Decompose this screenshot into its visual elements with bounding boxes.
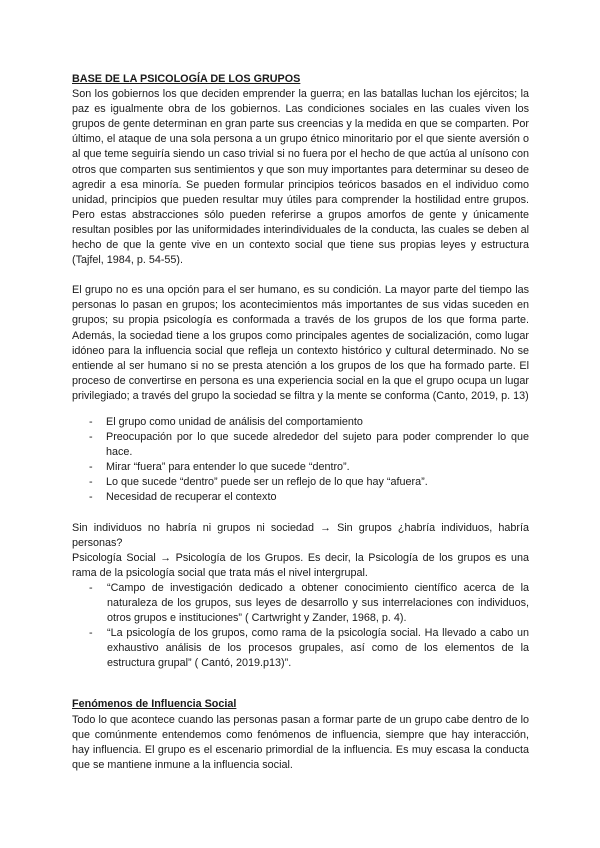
spacer (72, 268, 529, 283)
section-title-base-psicologia-grupos: BASE DE LA PSICOLOGÍA DE LOS GRUPOS (72, 73, 301, 85)
paragraph-individuos: Sin individuos no habría ni grupos ni sociedad → Sin grupos ¿habría individuos, habría personas? (72, 521, 529, 549)
spacer (72, 404, 529, 415)
list-item: - Necesidad de recuperar el contexto (88, 490, 529, 505)
paragraph-canto: El grupo no es una opción para el ser humano, es su condición. La mayor parte del tiempo las personas lo pasan en grupos; los acontecimientos más importantes de sus vidas suceden en grupos; su propia psicología es conformada a través de los grupos de los que forma parte. Además, la sociedad tiene a los grupos como principales agentes de socialización, como lugar idóneo para la influencia social que refleja un contexto histórico y cultural determinado. No se entiende al ser humano si no se presta atención a los grupos de los que ha formado parte. El proceso de convertirse en persona es una experiencia social en la que el grupo ocupa un lugar privilegiado; a través del grupo la sociedad se filtra y la mente se conforma (Canto, 2019, p. 13) (72, 284, 529, 402)
spacer (72, 686, 529, 697)
bullet-list (88, 415, 529, 506)
spacer (72, 506, 529, 521)
quote-list (88, 581, 529, 672)
paragraph-tajfel: Son los gobiernos los que deciden emprender la guerra; en las batallas luchan los ejércitos; la paz es igualmente obra de los gobiernos. Las condiciones sociales en las cuales viven los grupos de gente determinan en gran parte sus creencias y la medida en que se comparten. Por último, el ataque de una sola persona a un grupo étnico minoritario por el que siente aversión o al que teme seguiría siendo un caso trivial si no fuera por el hecho de que actúa al unísono con otros que comparten sus sentimientos y que son muy importantes para determinar su deseo de agredir a esa minoría. Se pueden formular principios teóricos basados en el individuo como unidad, principios que pueden resultar muy útiles para comprender la hostilidad entre grupos. Pero estas abstracciones sólo pueden referirse a grupos amorfos de gente y únicamente resultan posibles por las uniformidades interindividuales de la conducta, las cuales se deben al hecho de que la gente vive en un contexto social que tiene sus propias leyes y estructura (Tajfel, 1984, p. 54-55). (72, 88, 529, 267)
paragraph-psicologia-social: Psicología Social → Psicología de los Grupos. Es decir, la Psicología de los grupos es una rama de la psicología social que trata más el nivel intergrupal. (72, 551, 529, 579)
list-item: - “La psicología de los grupos, como rama de la psicología social. Ha llevado a cabo un exhaustivo análisis de los procesos grupales, así como de los elementos de la estructura grupal” ( Cantó, 2019.p13)”. (88, 626, 529, 671)
section-influencia-social (72, 686, 529, 772)
list-item: - “Campo de investigación dedicado a obtener conocimiento científico acerca de la naturaleza de los grupos, sus leyes de desarrollo y sus interrelaciones con individuos, otros grupos e instituciones” ( Cartwright y Zander, 1968, p. 4). (88, 581, 529, 626)
list-item: - Lo que sucede “dentro” puede ser un reflejo de lo que hay “afuera”. (88, 475, 529, 490)
list-item: - Preocupación por lo que sucede alrededor del sujeto para poder comprender lo que hace. (88, 430, 529, 460)
list-item: - El grupo como unidad de análisis del comportamiento (88, 415, 529, 430)
list-item: - Mirar “fuera” para entender lo que sucede “dentro”. (88, 460, 529, 475)
paragraph-influencia: Todo lo que acontece cuando las personas pasan a formar parte de un grupo cabe dentro de lo que comúnmente entendemos como fenómenos de influencia, siempre que hay interacción, hay influencia. El grupo es el escenario primordial de la influencia. Es muy escasa la conducta que se mantiene inmune a la influencia social. (72, 713, 529, 771)
section-title-fenomenos-influencia: Fenómenos de Influencia Social (72, 698, 237, 711)
